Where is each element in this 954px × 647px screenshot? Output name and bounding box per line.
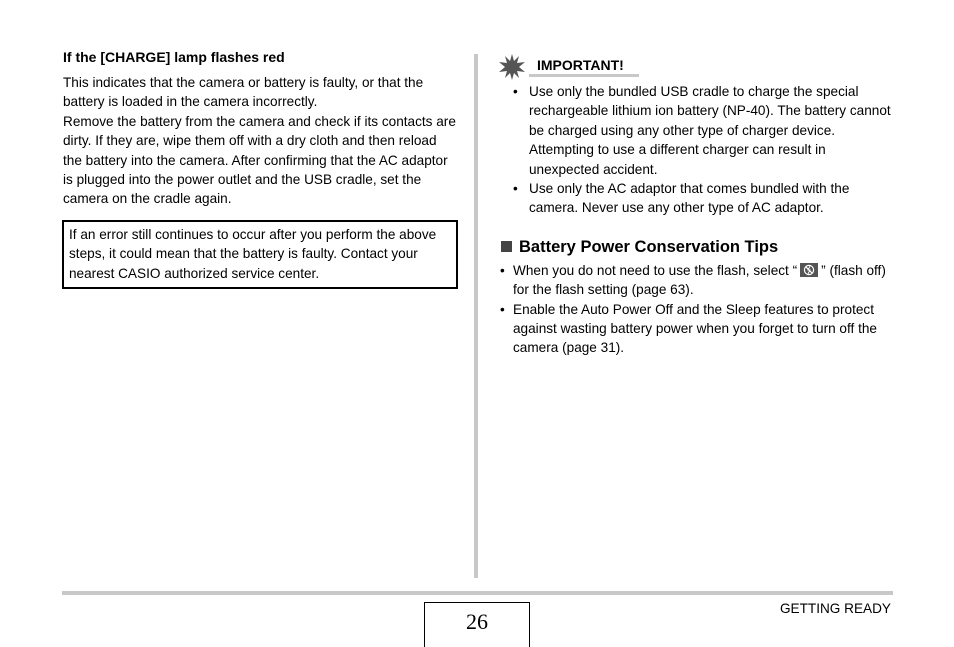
tips-list [499,261,899,358]
page-number: 26 [424,602,530,647]
list-item: • Use only the AC adaptor that comes bundled with the camera. Never use any other type of AC adaptor. [499,179,899,218]
column-divider [474,54,478,578]
charge-lamp-paragraph-1: This indicates that the camera or battery is faulty, or that the battery is loaded in the camera incorrectly. [63,75,424,110]
list-item: • Enable the Auto Power Off and the Sleep features to protect against wasting battery power when you forget to turn off the camera (page 31). [499,300,899,358]
footer-rule [62,591,893,595]
note-box [62,220,458,289]
section-title: Battery Power Conservation Tips [519,237,779,256]
important-list [499,82,899,218]
list-item [499,261,899,300]
list-item: • Use only the bundled USB cradle to charge the special rechargeable lithium ion battery (NP-40). The battery cannot be charged using any other type of charger device. Attempting to use a different charger can result in unexpected accident. [499,82,899,179]
left-column [63,48,457,209]
starburst-icon [499,54,525,80]
tip-text-before: When you do not need to use the flash, select “ [513,262,798,278]
important-label: IMPORTANT! [537,57,624,73]
section-heading [499,237,899,257]
important-header [499,52,899,82]
section-name: GETTING READY [779,601,891,616]
flash-off-icon [800,263,818,277]
right-column [499,52,899,358]
charge-lamp-paragraph-2: Remove the battery from the camera and check if its contacts are dirty. If they are, wipe them off with a dry cloth and then reload the battery into the camera. After confirming that the AC adaptor is plugged into the power outlet and the USB cradle, set the camera on the cradle again. [63,113,456,207]
important-underline [529,74,639,77]
tip-text-after: ” (flash off) for the flash setting (page 63). [513,262,886,298]
charge-lamp-heading: If the [CHARGE] lamp flashes red [63,49,285,65]
note-text: If an error still continues to occur after you perform the above steps, it could mean that the battery is faulty. Contact your nearest CASIO authorized service center. [69,227,437,281]
square-bullet-icon [501,241,512,252]
